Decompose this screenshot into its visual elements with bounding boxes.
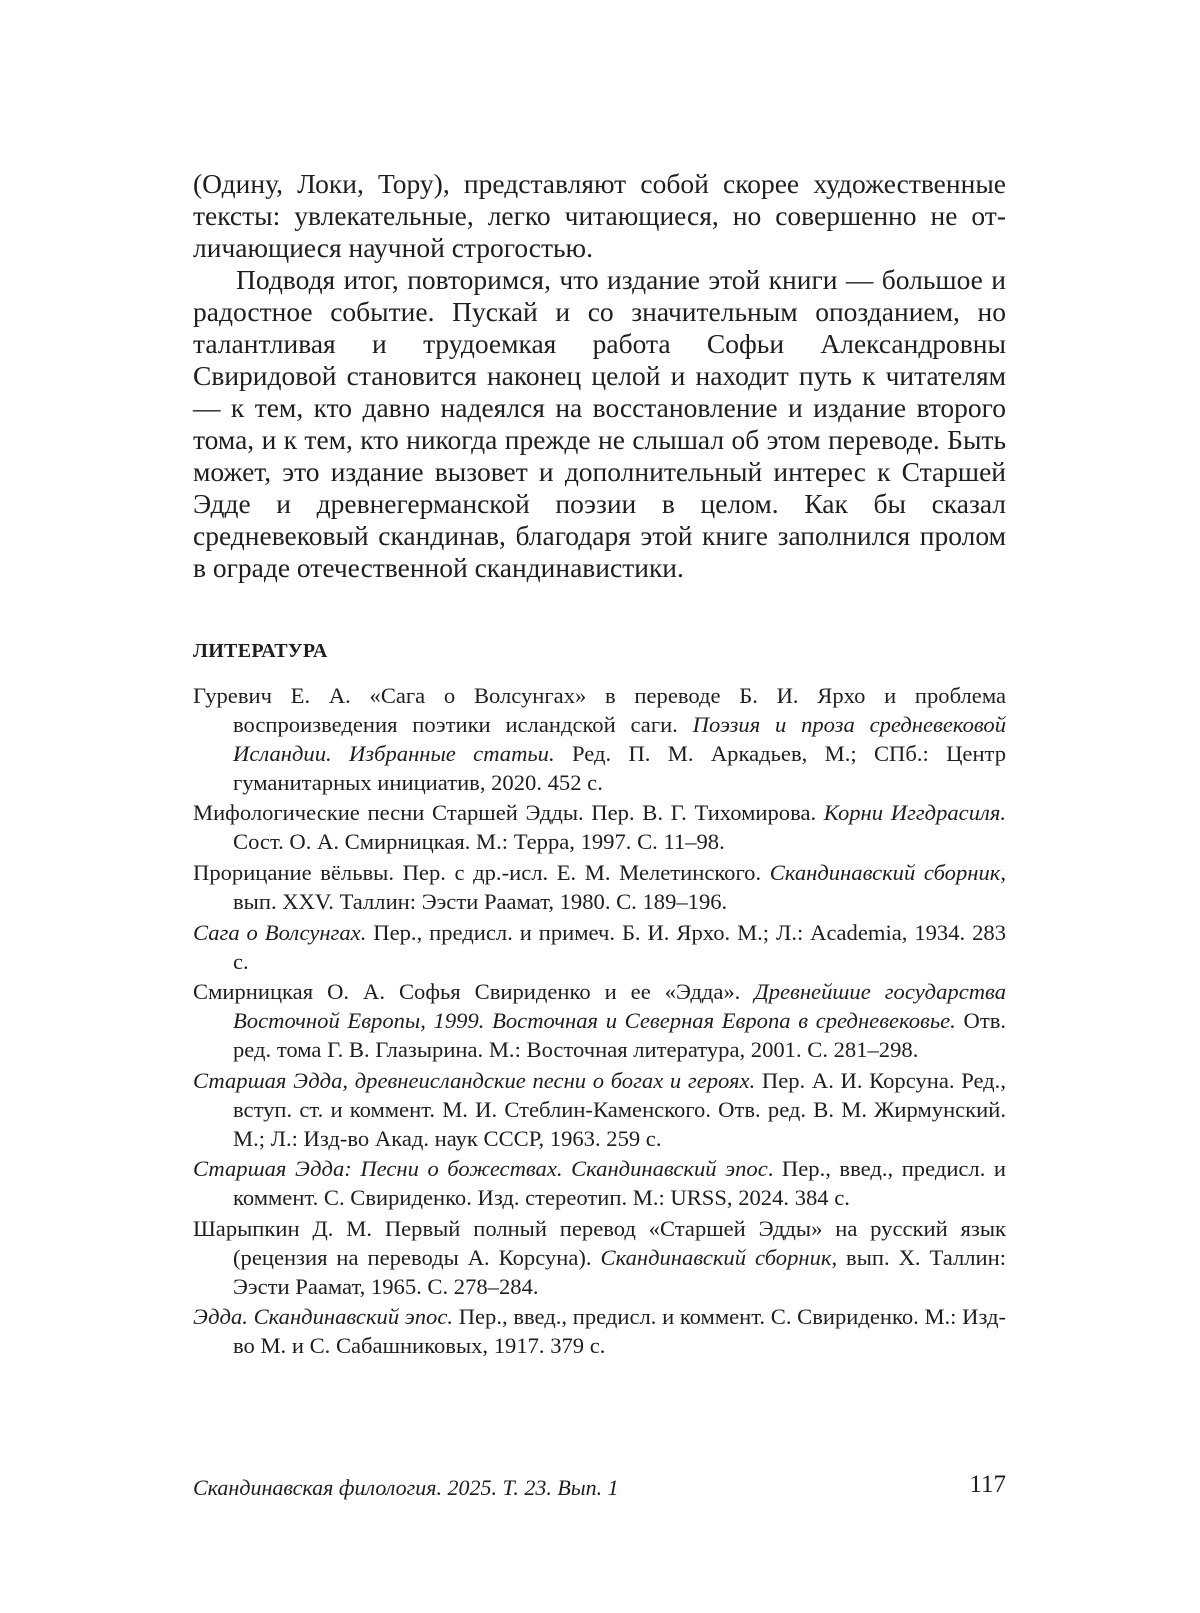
page [193,0,1006,1613]
reference-item: Прорицание вёльвы. Пер. с др.-исл. Е. М. Мелетинского. Скандинавский сборник, вып. XXV. Таллин: Ээсти Раамат, 1980. С. 189–196. [193,860,1006,914]
reference-item: Мифологические песни Старшей Эдды. Пер. В. Г. Тихомирова. Корни Иггдрасиля. Сост. О. А. Смирницкая. М.: Терра, 1997. С. 11–98. [193,800,1006,855]
body-text [193,168,1006,584]
references-heading: ЛИТЕРАТУРА [193,640,328,662]
journal-title: Скандинавская филология. 2025. Т. 23. Вып. 1 [193,1475,619,1500]
paragraph-2: Подводя итог, повторимся, что издание этой книги — большое и радостное событие. Пускай и со значительным опозданием, но талантливая и трудоемкая работа Софьи Александровны Свиридовой становится наконец целой и находит путь к читателям — к тем, кто давно надеялся на восстановление и издание второго тома, и к тем, кто никогда прежде не слышал об этом переводе. Быть может, это издание вызовет и дополнительный интерес к Старшей Эдде и древнегерманской поэзии в целом. Как бы сказал средневековый скандинав, благодаря этой книге заполнился пролом в ограде отечественной скандинавистики. [193,264,1006,583]
reference-item: Гуревич Е. А. «Сага о Волсунгах» в переводе Б. И. Ярхо и проблема воспроизведения поэтики исландской саги. Поэзия и проза средневековой Исландии. Избранные статьи. Ред. П. М. Аркадьев, М.; СПб.: Центр гуманитарных инициатив, 2020. 452 с. [193,683,1006,795]
reference-item: Старшая Эдда: Песни о божествах. Скандинавский эпос. Пер., введ., предисл. и коммент. С. Свириденко. Изд. стереотип. М.: URSS, 2024. 384 с. [193,1156,1007,1211]
reference-item: Сага о Волсунгах. Пер., предисл. и примеч. Б. И. Ярхо. М.; Л.: Academia, 1934. 283 с. [193,919,1006,974]
paragraph-1: (Одину, Локи, Тору), представляют собой скорее художественные тексты: увлекательные, легко читающиеся, но совершенно не отличающиеся научной строгостью. [193,168,1006,263]
reference-item: Шарыпкин Д. М. Первый полный перевод «Старшей Эдды» на русский язык (рецензия на переводы А. Корсуна). Скандинавский сборник, вып. X. Таллин: Ээсти Раамат, 1965. С. 278–284. [193,1215,1006,1299]
reference-item: Эдда. Скандинавский эпос. Пер., введ., предисл. и коммент. С. Свириденко. М.: Изд-во М. и С. Сабашниковых, 1917. 379 с. [193,1304,1006,1359]
page-footer [193,1471,1006,1503]
reference-item: Старшая Эдда, древнеисландские песни о богах и героях. Пер. А. И. Корсуна. Ред., вступ. ст. и коммент. М. И. Стеблин-Каменского. Отв. ред. В. М. Жирмунский. М.; Л.: Изд-во Акад. наук СССР, 1963. 259 с. [193,1067,1006,1151]
reference-item: Смирницкая О. А. Софья Свириденко и ее «Эдда». Древнейшие государства Восточной Европы, 1999. Восточная и Северная Европа в средневековье. Отв. ред. тома Г. В. Глазырина. М.: Восточная литература, 2001. С. 281–298. [193,979,1007,1063]
page-number: 117 [969,1471,1006,1498]
references-list [193,682,1006,1363]
